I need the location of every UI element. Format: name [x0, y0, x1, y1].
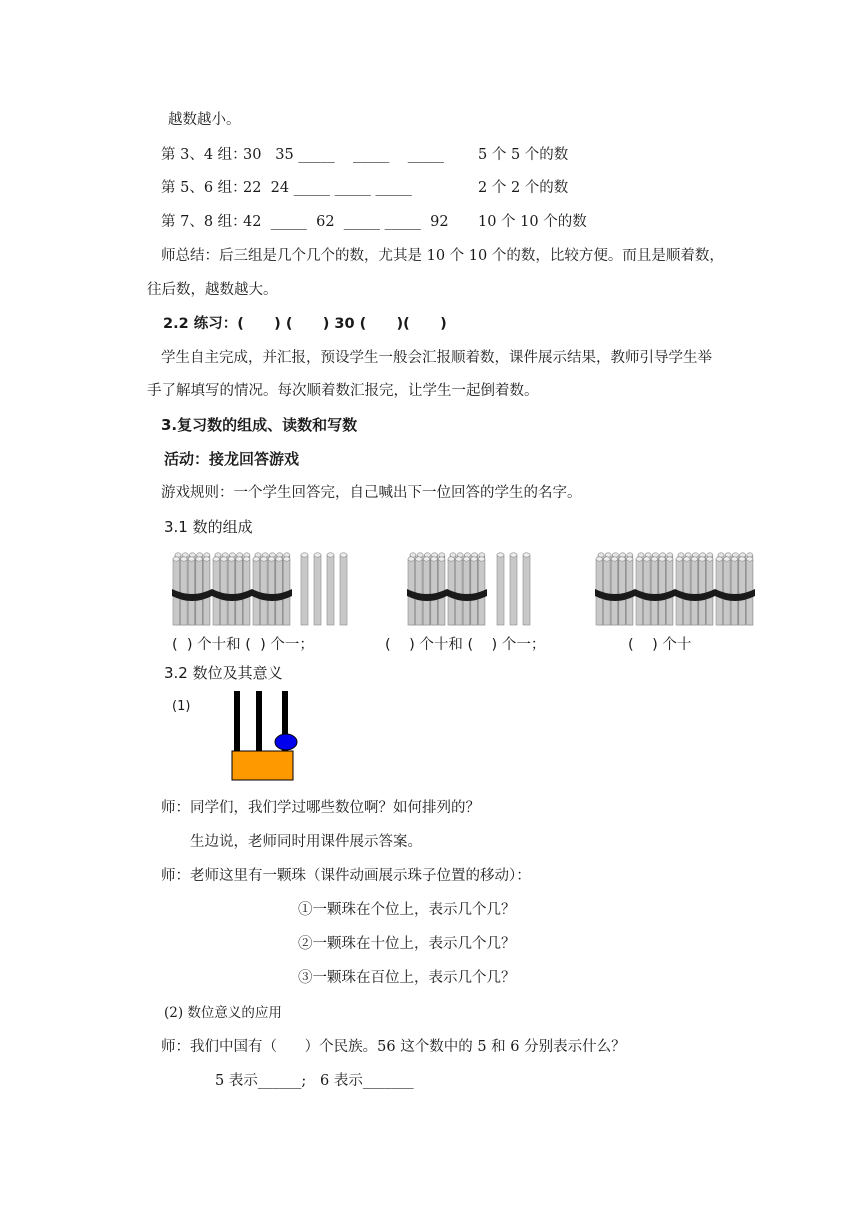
section-3-2-title: 3.2 数位及其意义: [164, 664, 283, 682]
ten-stick-bundle: [212, 553, 252, 625]
game-rules: 游戏规则：一个学生回答完，自己喊出下一位回答的学生的名字。: [161, 485, 582, 501]
group-description: 10 个 10 个的数: [478, 214, 587, 230]
group-sequence: 30 35 _____ _____ _____: [243, 147, 444, 163]
section-3-1-title: 3.1 数的组成: [164, 518, 253, 536]
ten-stick-bundle: [407, 553, 447, 625]
abacus-base: [232, 751, 293, 780]
ten-stick-bundle: [715, 553, 755, 625]
bundle-caption: ( ) 个十和 ( ) 个一；: [385, 637, 546, 653]
single-stick: [301, 553, 308, 625]
bundle-caption: ( ) 个十: [628, 637, 692, 653]
group-description: 2 个 2 个的数: [478, 180, 569, 196]
abacus-figure: [226, 689, 306, 785]
ten-stick-bundle: [252, 553, 292, 625]
bundle-caption: ( ) 个十和 ( ) 个一；: [172, 637, 314, 653]
summary-line: 师总结：后三组是几个几个的数，尤其是 10 个 10 个的数，比较方便。而且是顺着数，: [161, 248, 724, 264]
group-label: 第 5、6 组：: [161, 180, 247, 196]
practice-heading: 2.2 练习：( ) ( ) 30 ( )( ): [163, 316, 447, 332]
activity-title: 活动：接龙回答游戏: [164, 450, 300, 468]
ten-stick-bundle: [172, 553, 212, 625]
single-stick: [327, 553, 334, 625]
ten-stick-bundle: [635, 553, 675, 625]
bead-question: ③一颗珠在百位上，表示几个几？: [298, 970, 516, 986]
section-3-title: 3.复习数的组成、读数和写数: [161, 416, 358, 434]
group-description: 5 个 5 个的数: [478, 147, 569, 163]
practice-description: 学生自主完成，并汇报，预设学生一般会汇报顺着数，课件展示结果，教师引导学生举: [161, 350, 712, 366]
part-2-label: (2) 数位意义的应用: [164, 1005, 282, 1021]
answer-line: 5 表示______; 6 表示_______: [215, 1073, 414, 1089]
intro-tail: 越数越小。: [168, 112, 241, 128]
group-sequence: 42 _____ 62 _____ _____ 92: [243, 214, 449, 230]
single-stick: [314, 553, 321, 625]
practice-description: 手了解填写的情况。每次顺着数汇报完，让学生一起倒着数。: [147, 383, 539, 399]
single-stick: [510, 553, 517, 625]
single-stick: [523, 553, 530, 625]
bead-question: ①一颗珠在个位上，表示几个几？: [298, 902, 516, 918]
bead-question: ②一颗珠在十位上，表示几个几？: [298, 936, 516, 952]
stick-bundles-figure: [0, 545, 860, 635]
abacus-rod-tens: [256, 691, 262, 751]
ten-stick-bundle: [595, 553, 635, 625]
abacus-bead: [275, 734, 297, 750]
group-label: 第 3、4 组：: [161, 147, 247, 163]
part-1-label: (1): [172, 699, 191, 714]
teacher-question: 师：老师这里有一颗珠（课件动画展示珠子位置的移动）：: [161, 868, 531, 884]
summary-line: 往后数，越数越大。: [147, 282, 278, 298]
ten-stick-bundle: [447, 553, 487, 625]
single-stick: [497, 553, 504, 625]
single-stick: [340, 553, 347, 625]
group-sequence: 22 24 _____ _____ _____: [243, 180, 412, 196]
ten-stick-bundle: [675, 553, 715, 625]
abacus-rod-hundreds: [234, 691, 240, 751]
teacher-question: 师：我们中国有（ ）个民族。56 这个数中的 5 和 6 分别表示什么？: [161, 1039, 626, 1055]
group-label: 第 7、8 组：: [161, 214, 247, 230]
teacher-question: 师：同学们，我们学过哪些数位啊？如何排列的？: [161, 800, 480, 816]
student-note: 生边说，老师同时用课件展示答案。: [190, 834, 422, 850]
